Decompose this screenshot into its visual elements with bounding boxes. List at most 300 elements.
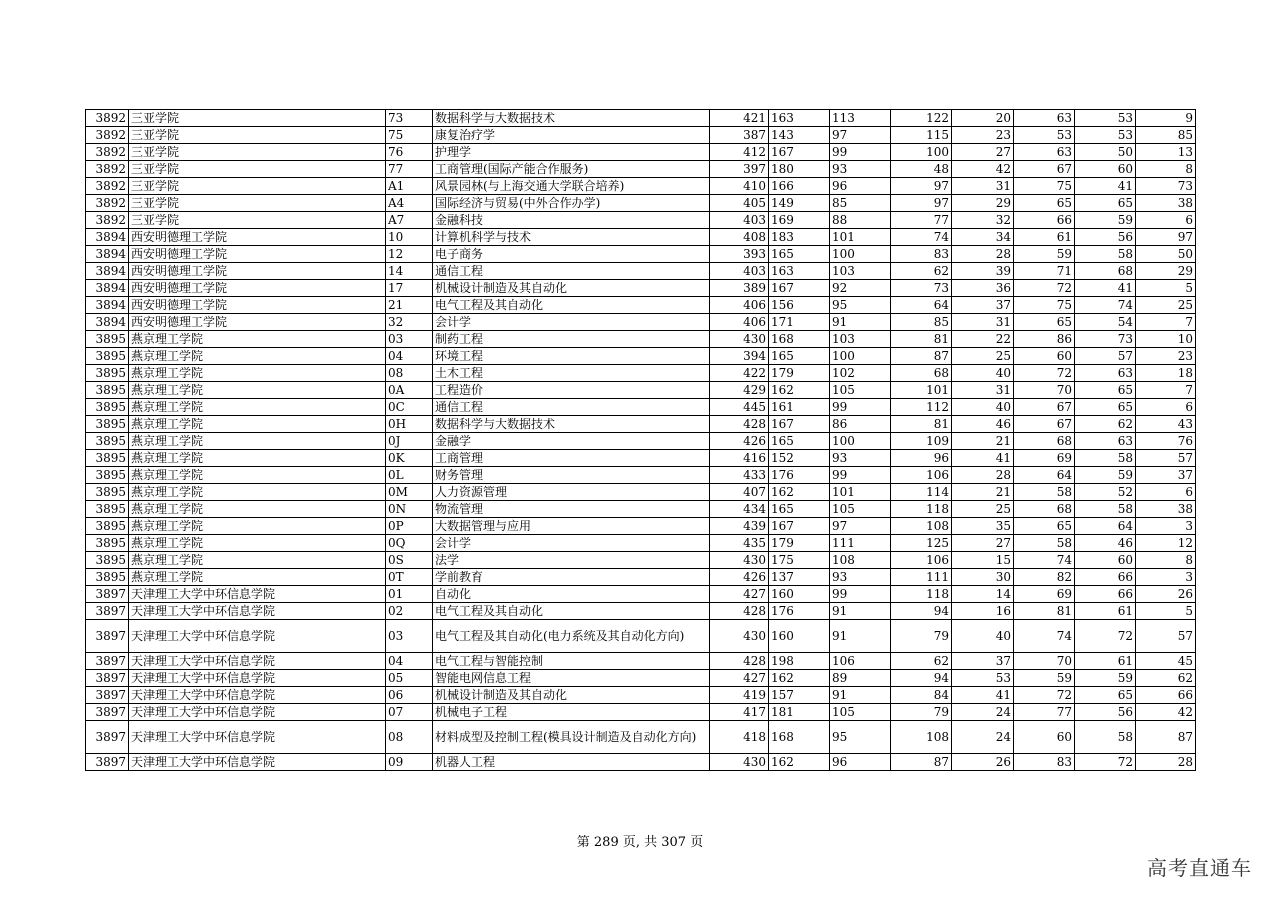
- cell-major-code: 09: [386, 754, 433, 771]
- cell-major-code: 21: [386, 297, 433, 314]
- cell-score-a: 167: [769, 280, 830, 297]
- cell-major-name: 数据科学与大数据技术: [433, 110, 710, 127]
- cell-major-name: 土木工程: [433, 365, 710, 382]
- cell-score-a: 163: [769, 110, 830, 127]
- table-row: [86, 382, 1196, 399]
- cell-school-code: 3897: [86, 620, 129, 653]
- cell-score-f: 60: [1075, 161, 1136, 178]
- cell-school-name: 燕京理工学院: [129, 518, 386, 535]
- cell-major-code: 02: [386, 603, 433, 620]
- cell-score-c: 94: [891, 670, 952, 687]
- cell-score-d: 26: [952, 754, 1014, 771]
- cell-score-b: 105: [830, 501, 891, 518]
- cell-score-e: 59: [1014, 246, 1075, 263]
- cell-score-e: 64: [1014, 467, 1075, 484]
- cell-major-code: 0J: [386, 433, 433, 450]
- cell-major-name: 电子商务: [433, 246, 710, 263]
- cell-score-c: 84: [891, 687, 952, 704]
- cell-score-c: 108: [891, 518, 952, 535]
- cell-score-b: 96: [830, 178, 891, 195]
- cell-score-g: 26: [1136, 586, 1196, 603]
- cell-score-g: 23: [1136, 348, 1196, 365]
- page-footer: 第 289 页, 共 307 页: [576, 835, 704, 850]
- cell-score-e: 65: [1014, 518, 1075, 535]
- cell-score-c: 62: [891, 263, 952, 280]
- cell-score-a: 143: [769, 127, 830, 144]
- cell-score-total: 430: [710, 552, 769, 569]
- cell-score-total: 419: [710, 687, 769, 704]
- table-row: [86, 721, 1196, 754]
- cell-score-a: 165: [769, 501, 830, 518]
- cell-score-d: 31: [952, 314, 1014, 331]
- cell-score-g: 3: [1136, 518, 1196, 535]
- cell-score-total: 427: [710, 586, 769, 603]
- cell-score-g: 37: [1136, 467, 1196, 484]
- cell-score-c: 96: [891, 450, 952, 467]
- cell-school-name: 天津理工大学中环信息学院: [129, 620, 386, 653]
- cell-major-name: 环境工程: [433, 348, 710, 365]
- cell-score-g: 5: [1136, 603, 1196, 620]
- table-row: [86, 314, 1196, 331]
- cell-score-b: 99: [830, 586, 891, 603]
- cell-school-code: 3895: [86, 416, 129, 433]
- cell-school-name: 天津理工大学中环信息学院: [129, 754, 386, 771]
- cell-score-c: 48: [891, 161, 952, 178]
- cell-score-a: 149: [769, 195, 830, 212]
- cell-score-total: 412: [710, 144, 769, 161]
- cell-score-e: 72: [1014, 687, 1075, 704]
- cell-school-code: 3897: [86, 704, 129, 721]
- cell-score-b: 106: [830, 653, 891, 670]
- cell-score-e: 77: [1014, 704, 1075, 721]
- cell-school-code: 3892: [86, 144, 129, 161]
- cell-score-c: 68: [891, 365, 952, 382]
- table-row: [86, 161, 1196, 178]
- cell-school-code: 3895: [86, 365, 129, 382]
- cell-score-c: 81: [891, 416, 952, 433]
- cell-major-code: 08: [386, 365, 433, 382]
- cell-school-code: 3895: [86, 552, 129, 569]
- cell-score-a: 165: [769, 246, 830, 263]
- cell-school-code: 3892: [86, 161, 129, 178]
- table-row: [86, 144, 1196, 161]
- cell-school-name: 燕京理工学院: [129, 433, 386, 450]
- cell-score-total: 403: [710, 263, 769, 280]
- cell-score-e: 68: [1014, 433, 1075, 450]
- cell-major-code: 03: [386, 331, 433, 348]
- cell-major-name: 财务管理: [433, 467, 710, 484]
- cell-score-b: 111: [830, 535, 891, 552]
- cell-school-code: 3892: [86, 178, 129, 195]
- table-row: [86, 518, 1196, 535]
- cell-score-c: 101: [891, 382, 952, 399]
- cell-score-d: 16: [952, 603, 1014, 620]
- cell-score-b: 99: [830, 144, 891, 161]
- cell-school-name: 天津理工大学中环信息学院: [129, 670, 386, 687]
- cell-major-code: 04: [386, 653, 433, 670]
- cell-major-name: 计算机科学与技术: [433, 229, 710, 246]
- cell-major-code: A1: [386, 178, 433, 195]
- cell-school-name: 三亚学院: [129, 161, 386, 178]
- cell-score-e: 75: [1014, 178, 1075, 195]
- cell-score-total: 421: [710, 110, 769, 127]
- cell-school-code: 3892: [86, 110, 129, 127]
- cell-major-code: 17: [386, 280, 433, 297]
- table-row: [86, 178, 1196, 195]
- cell-score-a: 167: [769, 144, 830, 161]
- cell-score-total: 445: [710, 399, 769, 416]
- cell-major-code: 10: [386, 229, 433, 246]
- cell-score-b: 95: [830, 721, 891, 754]
- cell-score-c: 118: [891, 586, 952, 603]
- cell-score-a: 168: [769, 721, 830, 754]
- cell-score-total: 422: [710, 365, 769, 382]
- cell-score-d: 25: [952, 348, 1014, 365]
- cell-score-f: 61: [1075, 653, 1136, 670]
- cell-major-name: 工程造价: [433, 382, 710, 399]
- cell-score-c: 111: [891, 569, 952, 586]
- cell-score-c: 97: [891, 178, 952, 195]
- cell-score-e: 67: [1014, 399, 1075, 416]
- cell-major-code: 03: [386, 620, 433, 653]
- cell-major-code: 0T: [386, 569, 433, 586]
- cell-score-f: 54: [1075, 314, 1136, 331]
- cell-score-d: 37: [952, 297, 1014, 314]
- cell-score-b: 91: [830, 620, 891, 653]
- cell-score-d: 35: [952, 518, 1014, 535]
- cell-score-total: 430: [710, 620, 769, 653]
- cell-score-total: 430: [710, 331, 769, 348]
- cell-score-b: 105: [830, 382, 891, 399]
- cell-score-c: 74: [891, 229, 952, 246]
- cell-school-name: 燕京理工学院: [129, 569, 386, 586]
- table-row: [86, 586, 1196, 603]
- cell-school-name: 西安明德理工学院: [129, 297, 386, 314]
- cell-score-b: 91: [830, 603, 891, 620]
- cell-score-g: 42: [1136, 704, 1196, 721]
- cell-score-e: 67: [1014, 161, 1075, 178]
- cell-score-d: 53: [952, 670, 1014, 687]
- table-row: [86, 195, 1196, 212]
- cell-score-e: 70: [1014, 382, 1075, 399]
- cell-score-e: 72: [1014, 280, 1075, 297]
- table-body: [86, 110, 1196, 771]
- cell-score-c: 64: [891, 297, 952, 314]
- cell-score-total: 435: [710, 535, 769, 552]
- cell-score-c: 109: [891, 433, 952, 450]
- cell-school-name: 燕京理工学院: [129, 331, 386, 348]
- cell-major-name: 工商管理: [433, 450, 710, 467]
- table-row: [86, 569, 1196, 586]
- cell-major-name: 通信工程: [433, 399, 710, 416]
- cell-school-name: 燕京理工学院: [129, 382, 386, 399]
- cell-score-g: 7: [1136, 314, 1196, 331]
- cell-major-name: 电气工程及其自动化: [433, 297, 710, 314]
- cell-major-name: 法学: [433, 552, 710, 569]
- cell-score-a: 179: [769, 535, 830, 552]
- cell-score-b: 93: [830, 450, 891, 467]
- cell-score-f: 58: [1075, 501, 1136, 518]
- cell-score-total: 394: [710, 348, 769, 365]
- cell-score-c: 79: [891, 704, 952, 721]
- cell-major-name: 自动化: [433, 586, 710, 603]
- cell-score-f: 46: [1075, 535, 1136, 552]
- cell-score-f: 56: [1075, 704, 1136, 721]
- cell-major-code: 07: [386, 704, 433, 721]
- cell-score-a: 137: [769, 569, 830, 586]
- cell-score-g: 43: [1136, 416, 1196, 433]
- cell-score-g: 18: [1136, 365, 1196, 382]
- cell-score-e: 65: [1014, 195, 1075, 212]
- cell-score-f: 59: [1075, 212, 1136, 229]
- cell-major-name: 工商管理(国际产能合作服务): [433, 161, 710, 178]
- cell-major-code: 0K: [386, 450, 433, 467]
- cell-score-d: 32: [952, 212, 1014, 229]
- cell-major-code: 0A: [386, 382, 433, 399]
- table-row: [86, 704, 1196, 721]
- cell-score-c: 94: [891, 603, 952, 620]
- cell-score-total: 393: [710, 246, 769, 263]
- cell-major-code: 06: [386, 687, 433, 704]
- table-row: [86, 280, 1196, 297]
- cell-score-c: 87: [891, 348, 952, 365]
- cell-score-c: 77: [891, 212, 952, 229]
- cell-score-b: 92: [830, 280, 891, 297]
- cell-score-d: 24: [952, 721, 1014, 754]
- cell-major-code: 0L: [386, 467, 433, 484]
- cell-score-b: 86: [830, 416, 891, 433]
- cell-major-code: 0C: [386, 399, 433, 416]
- cell-score-f: 66: [1075, 586, 1136, 603]
- cell-score-d: 41: [952, 450, 1014, 467]
- cell-school-name: 西安明德理工学院: [129, 263, 386, 280]
- table-row: [86, 399, 1196, 416]
- cell-score-a: 152: [769, 450, 830, 467]
- cell-score-d: 40: [952, 399, 1014, 416]
- cell-major-name: 风景园林(与上海交通大学联合培养): [433, 178, 710, 195]
- cell-score-e: 61: [1014, 229, 1075, 246]
- cell-score-e: 66: [1014, 212, 1075, 229]
- cell-school-name: 天津理工大学中环信息学院: [129, 721, 386, 754]
- table-row: [86, 501, 1196, 518]
- table-row: [86, 246, 1196, 263]
- table-row: [86, 754, 1196, 771]
- cell-score-total: 426: [710, 433, 769, 450]
- cell-major-name: 会计学: [433, 314, 710, 331]
- cell-score-g: 6: [1136, 484, 1196, 501]
- cell-score-a: 175: [769, 552, 830, 569]
- cell-score-total: 434: [710, 501, 769, 518]
- cell-score-total: 407: [710, 484, 769, 501]
- table-row: [86, 127, 1196, 144]
- cell-score-e: 63: [1014, 144, 1075, 161]
- cell-school-code: 3894: [86, 229, 129, 246]
- cell-school-code: 3894: [86, 246, 129, 263]
- cell-school-name: 燕京理工学院: [129, 501, 386, 518]
- cell-score-f: 62: [1075, 416, 1136, 433]
- cell-score-d: 31: [952, 178, 1014, 195]
- table-row: [86, 620, 1196, 653]
- cell-major-name: 会计学: [433, 535, 710, 552]
- cell-score-a: 181: [769, 704, 830, 721]
- cell-score-d: 21: [952, 484, 1014, 501]
- cell-major-code: 0S: [386, 552, 433, 569]
- cell-score-e: 69: [1014, 450, 1075, 467]
- cell-score-d: 22: [952, 331, 1014, 348]
- cell-score-e: 63: [1014, 110, 1075, 127]
- cell-school-code: 3895: [86, 382, 129, 399]
- cell-score-f: 65: [1075, 195, 1136, 212]
- cell-major-name: 材料成型及控制工程(模具设计制造及自动化方向): [433, 721, 710, 754]
- cell-school-name: 燕京理工学院: [129, 365, 386, 382]
- score-table: [85, 109, 1196, 771]
- cell-school-code: 3897: [86, 754, 129, 771]
- cell-score-total: 429: [710, 382, 769, 399]
- cell-score-d: 34: [952, 229, 1014, 246]
- cell-score-a: 171: [769, 314, 830, 331]
- cell-score-g: 6: [1136, 399, 1196, 416]
- cell-score-a: 162: [769, 670, 830, 687]
- cell-score-g: 28: [1136, 754, 1196, 771]
- cell-score-f: 52: [1075, 484, 1136, 501]
- cell-major-name: 物流管理: [433, 501, 710, 518]
- cell-score-c: 114: [891, 484, 952, 501]
- cell-score-e: 58: [1014, 484, 1075, 501]
- cell-score-g: 97: [1136, 229, 1196, 246]
- cell-score-e: 83: [1014, 754, 1075, 771]
- cell-score-d: 30: [952, 569, 1014, 586]
- cell-school-name: 西安明德理工学院: [129, 314, 386, 331]
- cell-score-e: 67: [1014, 416, 1075, 433]
- cell-score-g: 57: [1136, 450, 1196, 467]
- cell-major-name: 通信工程: [433, 263, 710, 280]
- cell-score-g: 57: [1136, 620, 1196, 653]
- cell-school-code: 3894: [86, 314, 129, 331]
- cell-score-f: 63: [1075, 433, 1136, 450]
- table-row: [86, 365, 1196, 382]
- cell-score-f: 72: [1075, 620, 1136, 653]
- cell-score-d: 24: [952, 704, 1014, 721]
- cell-score-a: 162: [769, 754, 830, 771]
- cell-score-c: 73: [891, 280, 952, 297]
- cell-major-code: A7: [386, 212, 433, 229]
- cell-score-total: 418: [710, 721, 769, 754]
- cell-score-d: 36: [952, 280, 1014, 297]
- cell-score-total: 410: [710, 178, 769, 195]
- cell-school-name: 燕京理工学院: [129, 348, 386, 365]
- cell-score-g: 5: [1136, 280, 1196, 297]
- cell-major-name: 制药工程: [433, 331, 710, 348]
- cell-major-name: 机械电子工程: [433, 704, 710, 721]
- cell-major-name: 机械设计制造及其自动化: [433, 687, 710, 704]
- table-row: [86, 297, 1196, 314]
- cell-score-f: 41: [1075, 280, 1136, 297]
- cell-major-code: A4: [386, 195, 433, 212]
- cell-major-code: 32: [386, 314, 433, 331]
- cell-score-d: 28: [952, 246, 1014, 263]
- cell-score-g: 66: [1136, 687, 1196, 704]
- cell-score-d: 20: [952, 110, 1014, 127]
- cell-score-a: 160: [769, 586, 830, 603]
- cell-score-total: 406: [710, 314, 769, 331]
- cell-score-total: 403: [710, 212, 769, 229]
- cell-score-f: 57: [1075, 348, 1136, 365]
- cell-score-f: 68: [1075, 263, 1136, 280]
- cell-school-name: 天津理工大学中环信息学院: [129, 586, 386, 603]
- cell-major-code: 0P: [386, 518, 433, 535]
- cell-major-code: 0Q: [386, 535, 433, 552]
- cell-score-total: 426: [710, 569, 769, 586]
- table-row: [86, 484, 1196, 501]
- cell-school-code: 3894: [86, 280, 129, 297]
- cell-score-a: 176: [769, 467, 830, 484]
- table-row: [86, 670, 1196, 687]
- cell-score-f: 72: [1075, 754, 1136, 771]
- cell-school-code: 3895: [86, 348, 129, 365]
- cell-score-d: 28: [952, 467, 1014, 484]
- cell-score-b: 103: [830, 331, 891, 348]
- cell-school-code: 3895: [86, 484, 129, 501]
- cell-major-name: 国际经济与贸易(中外合作办学): [433, 195, 710, 212]
- cell-score-f: 58: [1075, 721, 1136, 754]
- cell-school-code: 3895: [86, 535, 129, 552]
- cell-school-code: 3897: [86, 586, 129, 603]
- cell-score-c: 106: [891, 552, 952, 569]
- cell-score-f: 61: [1075, 603, 1136, 620]
- cell-major-code: 73: [386, 110, 433, 127]
- cell-school-name: 三亚学院: [129, 110, 386, 127]
- cell-score-d: 37: [952, 653, 1014, 670]
- cell-major-code: 04: [386, 348, 433, 365]
- cell-score-c: 79: [891, 620, 952, 653]
- cell-score-b: 91: [830, 314, 891, 331]
- cell-score-total: 427: [710, 670, 769, 687]
- cell-major-name: 电气工程及其自动化(电力系统及其自动化方向): [433, 620, 710, 653]
- cell-score-total: 428: [710, 603, 769, 620]
- cell-score-a: 198: [769, 653, 830, 670]
- cell-school-name: 西安明德理工学院: [129, 280, 386, 297]
- cell-score-f: 50: [1075, 144, 1136, 161]
- cell-school-name: 三亚学院: [129, 195, 386, 212]
- cell-score-d: 29: [952, 195, 1014, 212]
- cell-score-c: 62: [891, 653, 952, 670]
- cell-school-name: 三亚学院: [129, 178, 386, 195]
- cell-major-name: 机器人工程: [433, 754, 710, 771]
- cell-score-g: 38: [1136, 501, 1196, 518]
- cell-school-name: 燕京理工学院: [129, 416, 386, 433]
- cell-major-name: 金融学: [433, 433, 710, 450]
- cell-score-total: 406: [710, 297, 769, 314]
- cell-major-code: 01: [386, 586, 433, 603]
- cell-score-a: 166: [769, 178, 830, 195]
- cell-score-d: 42: [952, 161, 1014, 178]
- table-row: [86, 263, 1196, 280]
- cell-score-g: 12: [1136, 535, 1196, 552]
- cell-score-g: 13: [1136, 144, 1196, 161]
- table-row: [86, 212, 1196, 229]
- cell-score-g: 8: [1136, 552, 1196, 569]
- cell-score-e: 59: [1014, 670, 1075, 687]
- cell-score-a: 163: [769, 263, 830, 280]
- cell-score-a: 156: [769, 297, 830, 314]
- cell-score-b: 101: [830, 229, 891, 246]
- cell-score-g: 87: [1136, 721, 1196, 754]
- cell-score-e: 71: [1014, 263, 1075, 280]
- table-row: [86, 450, 1196, 467]
- cell-score-d: 23: [952, 127, 1014, 144]
- cell-score-total: 428: [710, 653, 769, 670]
- cell-score-e: 53: [1014, 127, 1075, 144]
